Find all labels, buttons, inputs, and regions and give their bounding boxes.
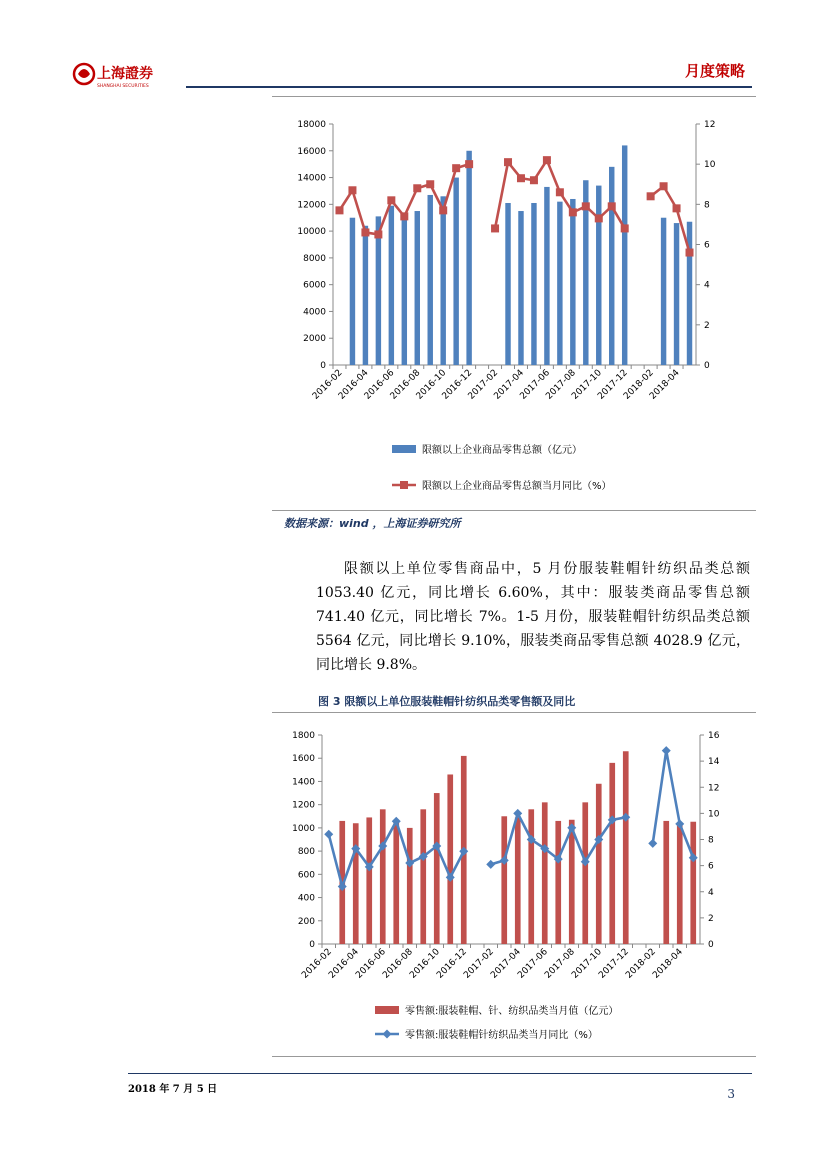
- bar: [466, 151, 471, 365]
- x-tick-label: 2017-04: [492, 368, 527, 402]
- bar: [596, 186, 601, 365]
- left-tick-label: 800: [297, 847, 315, 858]
- bar: [434, 793, 440, 944]
- x-tick-label: 2016-04: [336, 368, 371, 402]
- x-tick-label: 2016-06: [354, 947, 388, 981]
- line-point: [543, 156, 551, 164]
- bar: [428, 195, 433, 365]
- bar: [505, 203, 510, 365]
- x-tick-label: 2018-04: [648, 368, 682, 402]
- bar: [518, 211, 523, 365]
- chart2-bottom-rule: [272, 1056, 756, 1057]
- legend-bar-swatch: [392, 445, 416, 453]
- right-tick-label: 6: [704, 240, 710, 251]
- apparel-sales-chart: [272, 718, 756, 1058]
- paragraph-text: 限额以上单位零售商品中，5 月份服装鞋帽针纺织品类总额1053.40 亿元，同比增长 6.60%，其中：服装类商品零售总额 741.40 亿元，同比增长 7%。1-5 月份，服装鞋帽针纺织品类总额 5564 亿元，同比增长 9.10%，服装类商品零售总额 4028.9 亿元，同比增长 9.8%。: [316, 561, 750, 673]
- line-point: [662, 746, 671, 755]
- right-tick-label: 6: [708, 861, 714, 872]
- left-tick-label: 1000: [292, 823, 315, 834]
- line-point: [648, 839, 657, 848]
- left-tick-label: 400: [297, 893, 315, 904]
- series-line: [653, 751, 694, 858]
- x-tick-label: 2017-02: [466, 368, 501, 402]
- footer-divider: [128, 1073, 752, 1074]
- legend-bar-label: 限额以上企业商品零售总额（亿元）: [422, 445, 582, 456]
- line-point: [517, 174, 525, 182]
- bar: [570, 199, 575, 365]
- page-header-title: 月度策略: [684, 62, 745, 80]
- line-point: [686, 249, 694, 257]
- left-tick-label: 18000: [297, 120, 326, 130]
- line-point: [486, 860, 495, 869]
- left-tick-label: 1400: [292, 777, 315, 788]
- line-point: [595, 214, 603, 222]
- bar: [363, 226, 368, 365]
- bar: [501, 816, 507, 944]
- line-point: [439, 206, 447, 214]
- bar: [557, 202, 562, 365]
- bar: [690, 822, 696, 944]
- bar: [350, 218, 355, 365]
- x-tick-label: 2017-10: [570, 368, 604, 402]
- x-tick-label: 2017-08: [543, 947, 577, 981]
- right-tick-label: 0: [708, 940, 714, 950]
- bar: [677, 823, 683, 944]
- bar: [531, 203, 536, 365]
- bar: [623, 751, 629, 944]
- bar: [380, 809, 386, 944]
- page-number: 3: [727, 1087, 735, 1101]
- right-tick-label: 2: [708, 913, 714, 924]
- left-tick-label: 6000: [303, 280, 326, 291]
- bar: [569, 820, 575, 944]
- bar: [453, 178, 458, 365]
- line-point: [324, 830, 333, 839]
- legend-line-label: 零售额:服装鞋帽针纺织品类当月同比（%）: [405, 1030, 598, 1041]
- line-point: [582, 202, 590, 210]
- left-tick-label: 14000: [297, 173, 326, 184]
- chart2-top-rule: [272, 712, 756, 713]
- right-tick-label: 8: [708, 835, 714, 846]
- bar: [389, 206, 394, 365]
- bar: [544, 187, 549, 365]
- bar: [674, 223, 679, 365]
- line-point: [673, 204, 681, 212]
- left-tick-label: 1800: [292, 731, 315, 741]
- chart1-top-rule: [272, 96, 756, 97]
- bar: [366, 817, 372, 944]
- left-tick-label: 4000: [303, 307, 326, 318]
- logo-mark-icon: [72, 60, 172, 90]
- series-line: [651, 186, 690, 252]
- line-point: [530, 176, 538, 184]
- line-point: [491, 224, 499, 232]
- right-tick-label: 16: [708, 731, 720, 741]
- line-point: [608, 202, 616, 210]
- x-tick-label: 2017-06: [516, 947, 550, 981]
- legend-line-label: 限额以上企业商品零售总额当月同比（%）: [422, 481, 612, 492]
- retail-sales-chart: [272, 105, 756, 505]
- right-tick-label: 2: [704, 320, 710, 331]
- right-tick-label: 12: [708, 783, 720, 794]
- right-tick-label: 8: [704, 200, 710, 211]
- x-tick-label: 2016-04: [327, 947, 361, 981]
- line-point: [647, 192, 655, 200]
- body-paragraph: [316, 557, 750, 677]
- x-tick-label: 2016-10: [408, 947, 442, 981]
- x-tick-label: 2016-06: [362, 368, 397, 402]
- left-tick-label: 0: [309, 940, 315, 950]
- line-point: [446, 873, 455, 882]
- left-tick-label: 10000: [297, 227, 326, 238]
- left-tick-label: 16000: [297, 146, 326, 157]
- logo-subtext: SHANGHAI SECURITIES: [97, 84, 149, 89]
- line-point: [513, 809, 522, 818]
- header-divider: [186, 86, 752, 88]
- line-point: [405, 859, 414, 868]
- line-point: [348, 186, 356, 194]
- bar: [661, 218, 666, 365]
- left-tick-label: 8000: [303, 253, 326, 264]
- legend-bar-swatch: [375, 1006, 399, 1014]
- x-tick-label: 2017-08: [544, 368, 578, 402]
- bar: [542, 802, 548, 944]
- line-point: [338, 882, 347, 891]
- line-point: [504, 158, 512, 166]
- x-tick-label: 2016-02: [300, 947, 334, 981]
- left-tick-label: 12000: [297, 200, 326, 211]
- x-tick-label: 2016-08: [381, 947, 415, 981]
- x-tick-label: 2017-12: [597, 947, 631, 981]
- right-tick-label: 10: [704, 160, 716, 171]
- line-point: [660, 182, 668, 190]
- figure3-title: 图 3 限额以上单位服装鞋帽针纺织品类零售额及同比: [318, 695, 576, 708]
- x-tick-label: 2017-10: [570, 947, 604, 981]
- line-point: [621, 224, 629, 232]
- x-tick-label: 2017-04: [489, 947, 523, 981]
- bar: [609, 167, 614, 365]
- x-tick-label: 2016-12: [435, 947, 469, 981]
- bar: [622, 145, 627, 365]
- line-point: [413, 184, 421, 192]
- right-tick-label: 10: [708, 809, 720, 820]
- x-tick-label: 2016-02: [310, 368, 345, 402]
- right-tick-label: 4: [704, 280, 710, 291]
- bar: [515, 817, 521, 944]
- line-point: [556, 188, 564, 196]
- bar: [376, 216, 381, 365]
- legend-line-marker: [383, 1030, 392, 1039]
- right-tick-label: 12: [704, 120, 716, 130]
- bar: [407, 828, 413, 944]
- line-point: [387, 196, 395, 204]
- x-tick-label: 2017-02: [462, 947, 496, 981]
- x-tick-label: 2016-12: [440, 368, 475, 402]
- data-source-note: 数据来源：wind ，上海证券研究所: [284, 517, 461, 530]
- x-tick-label: 2018-04: [651, 947, 685, 981]
- bar: [582, 802, 588, 944]
- line-point: [400, 212, 408, 220]
- line-point: [569, 208, 577, 216]
- line-point: [452, 164, 460, 172]
- line-point: [500, 856, 509, 865]
- bar: [402, 214, 407, 365]
- line-point: [689, 853, 698, 862]
- bar: [555, 821, 561, 944]
- line-point: [459, 847, 468, 856]
- line-point: [335, 206, 343, 214]
- bar: [663, 821, 669, 944]
- bar: [609, 763, 615, 944]
- left-tick-label: 2000: [303, 334, 326, 345]
- line-point: [426, 180, 434, 188]
- x-tick-label: 2017-06: [518, 368, 553, 402]
- line-point: [621, 813, 630, 822]
- line-point: [361, 228, 369, 236]
- bar: [393, 820, 399, 944]
- legend-bar-label: 零售额:服装鞋帽、针、纺织品类当月值（亿元）: [405, 1006, 619, 1017]
- right-tick-label: 14: [708, 757, 720, 768]
- line-point: [567, 823, 576, 832]
- bar: [353, 823, 359, 944]
- x-tick-label: 2017-12: [596, 368, 630, 402]
- x-tick-label: 2016-08: [388, 368, 423, 402]
- bar: [415, 211, 420, 365]
- x-tick-label: 2016-10: [414, 368, 449, 402]
- left-tick-label: 600: [297, 870, 315, 881]
- bar: [596, 784, 602, 944]
- line-point: [675, 819, 684, 828]
- footer-date: 2018 年 7 月 5 日: [128, 1084, 218, 1095]
- logo: [72, 60, 172, 90]
- right-tick-label: 0: [704, 361, 710, 371]
- line-point: [465, 160, 473, 168]
- bar: [528, 809, 534, 944]
- line-point: [374, 230, 382, 238]
- right-tick-label: 4: [708, 887, 714, 898]
- bar: [420, 809, 426, 944]
- x-tick-label: 2018-02: [624, 947, 658, 981]
- left-tick-label: 200: [297, 916, 315, 927]
- left-tick-label: 1200: [292, 800, 315, 811]
- chart1-bottom-rule: [272, 510, 756, 511]
- left-tick-label: 0: [320, 361, 326, 371]
- left-tick-label: 1600: [292, 754, 315, 765]
- legend-line-marker: [400, 481, 408, 489]
- bar: [440, 196, 445, 365]
- logo-text: 上海證券: [97, 66, 153, 82]
- x-tick-label: 2018-02: [622, 368, 656, 402]
- bar: [447, 774, 453, 944]
